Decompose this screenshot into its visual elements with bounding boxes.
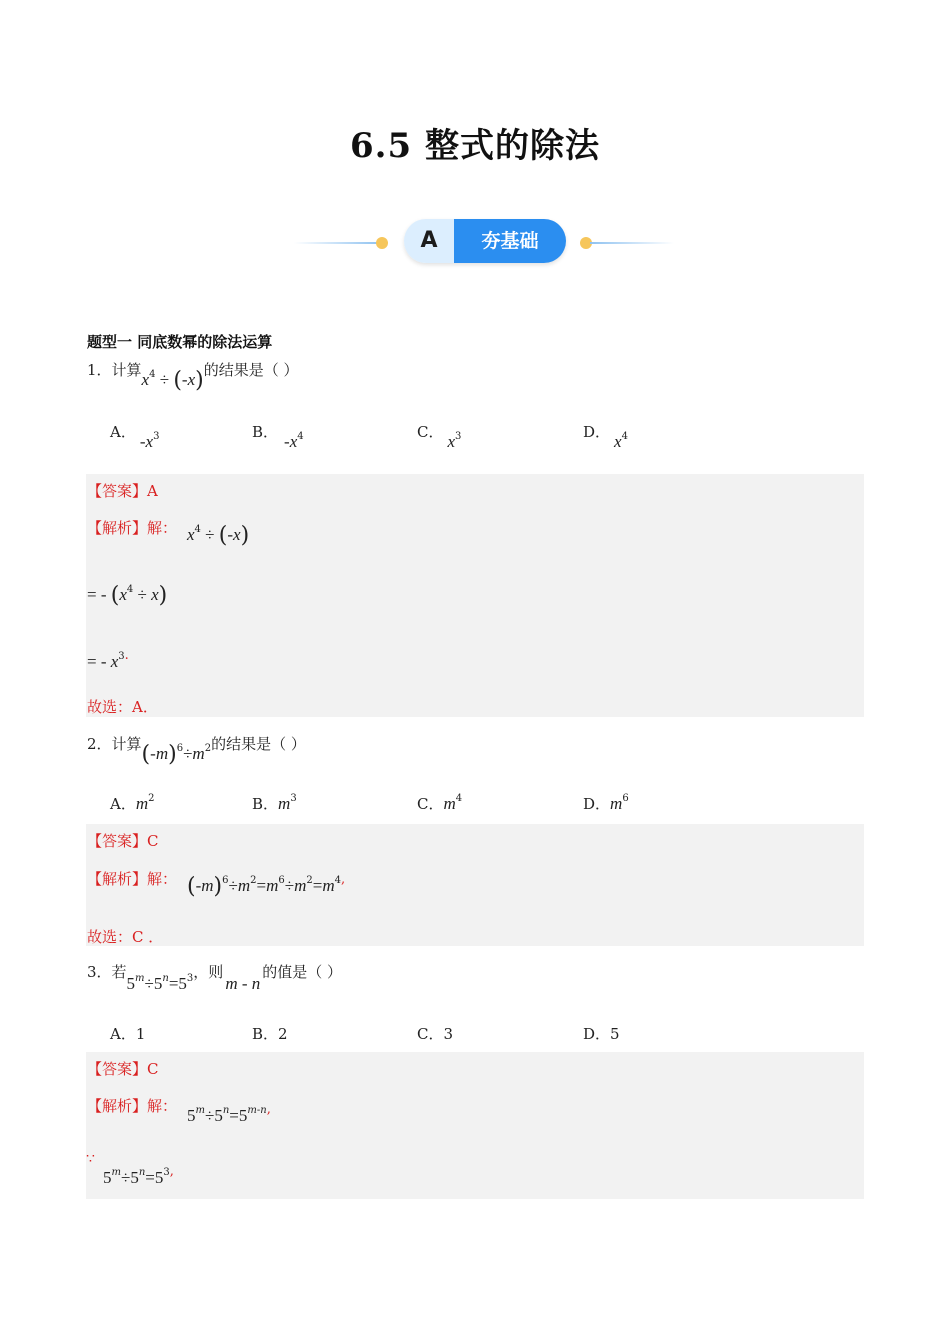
q1-step-3: = - $x^{3.}$ [87, 648, 129, 671]
q1-option-b: B． $-x^4$ [252, 423, 304, 451]
question-3-stem: 3．若$5^m\div 5^n=5^3$，则m - n的值是（ ） [87, 963, 343, 993]
q1-option-c: C． $x^3$ [417, 423, 462, 451]
q2-option-c: C．$m^4$ [417, 793, 463, 813]
q2-solution: $(-m)^6\div m^2=m^6\div m^2=m^{4,}$ [187, 872, 346, 899]
q2-conclusion: 故选：C ． [87, 928, 164, 946]
q3-option-a: A．1 [110, 1025, 146, 1043]
q1-answer-box [86, 474, 864, 717]
because-symbol: ∵ [86, 1151, 95, 1167]
q3-option-c: C．3 [417, 1025, 454, 1043]
banner-line-left [294, 242, 380, 244]
q2-analysis-label: 【解析】解： [87, 870, 178, 888]
q3-answer-box [86, 1052, 864, 1199]
q1-option-d: D． $x^4$ [583, 423, 628, 451]
q1-conclusion: 故选：A． [87, 698, 158, 716]
section-banner [294, 218, 674, 264]
banner-line-right [590, 242, 674, 244]
q1-expression: $x^4 \div (-x)$ [141, 368, 204, 393]
q1-step-1: $x^4 \div (-x)$ [187, 523, 250, 548]
q3-expression-2: m - n [225, 974, 261, 993]
q2-answer: 【答案】C [87, 832, 159, 850]
q1-step-2: = - $(x^4 \div x)$ [87, 583, 168, 608]
q1-stem-pre: 1．计算 [87, 361, 142, 379]
q3-option-b: B．2 [252, 1025, 288, 1043]
q2-option-b: B．$m^3$ [252, 793, 297, 813]
q3-expression-1: $5^m\div 5^n=5^3$ [126, 973, 194, 993]
q2-option-d: D．$m^6$ [583, 793, 629, 813]
q2-answer-box [86, 824, 864, 946]
q3-step-1: $5^m\div 5^n=5^{m-n,}$ [187, 1102, 271, 1125]
q3-step-2: $5^m\div 5^n=5^{3,}$ [103, 1164, 174, 1187]
q1-option-a: A． $-x^3$ [110, 423, 160, 451]
banner-label: 夯基础 [454, 219, 566, 263]
q3-analysis-label: 【解析】解： [87, 1097, 178, 1115]
question-2-stem: 2．计算$(-m)^6\div m^2$的结果是（ ） [87, 735, 306, 767]
q3-option-d: D．5 [583, 1025, 620, 1043]
page-title: 6.5 整式的除法 [350, 126, 600, 166]
section-heading: 题型一 同底数幂的除法运算 [87, 333, 273, 351]
banner-letter: A [404, 219, 454, 263]
question-1-stem [87, 358, 299, 393]
q2-expression: $(-m)^6\div m^2$ [141, 742, 212, 767]
banner-dot-left [376, 237, 388, 249]
q1-answer: 【答案】A [87, 482, 158, 500]
q1-analysis-label: 【解析】解： [87, 519, 178, 537]
banner-pill [404, 219, 566, 263]
q1-stem-post: 的结果是（ ） [203, 361, 299, 379]
q3-answer: 【答案】C [87, 1060, 159, 1078]
q2-option-a: A．$m^2$ [110, 793, 155, 813]
